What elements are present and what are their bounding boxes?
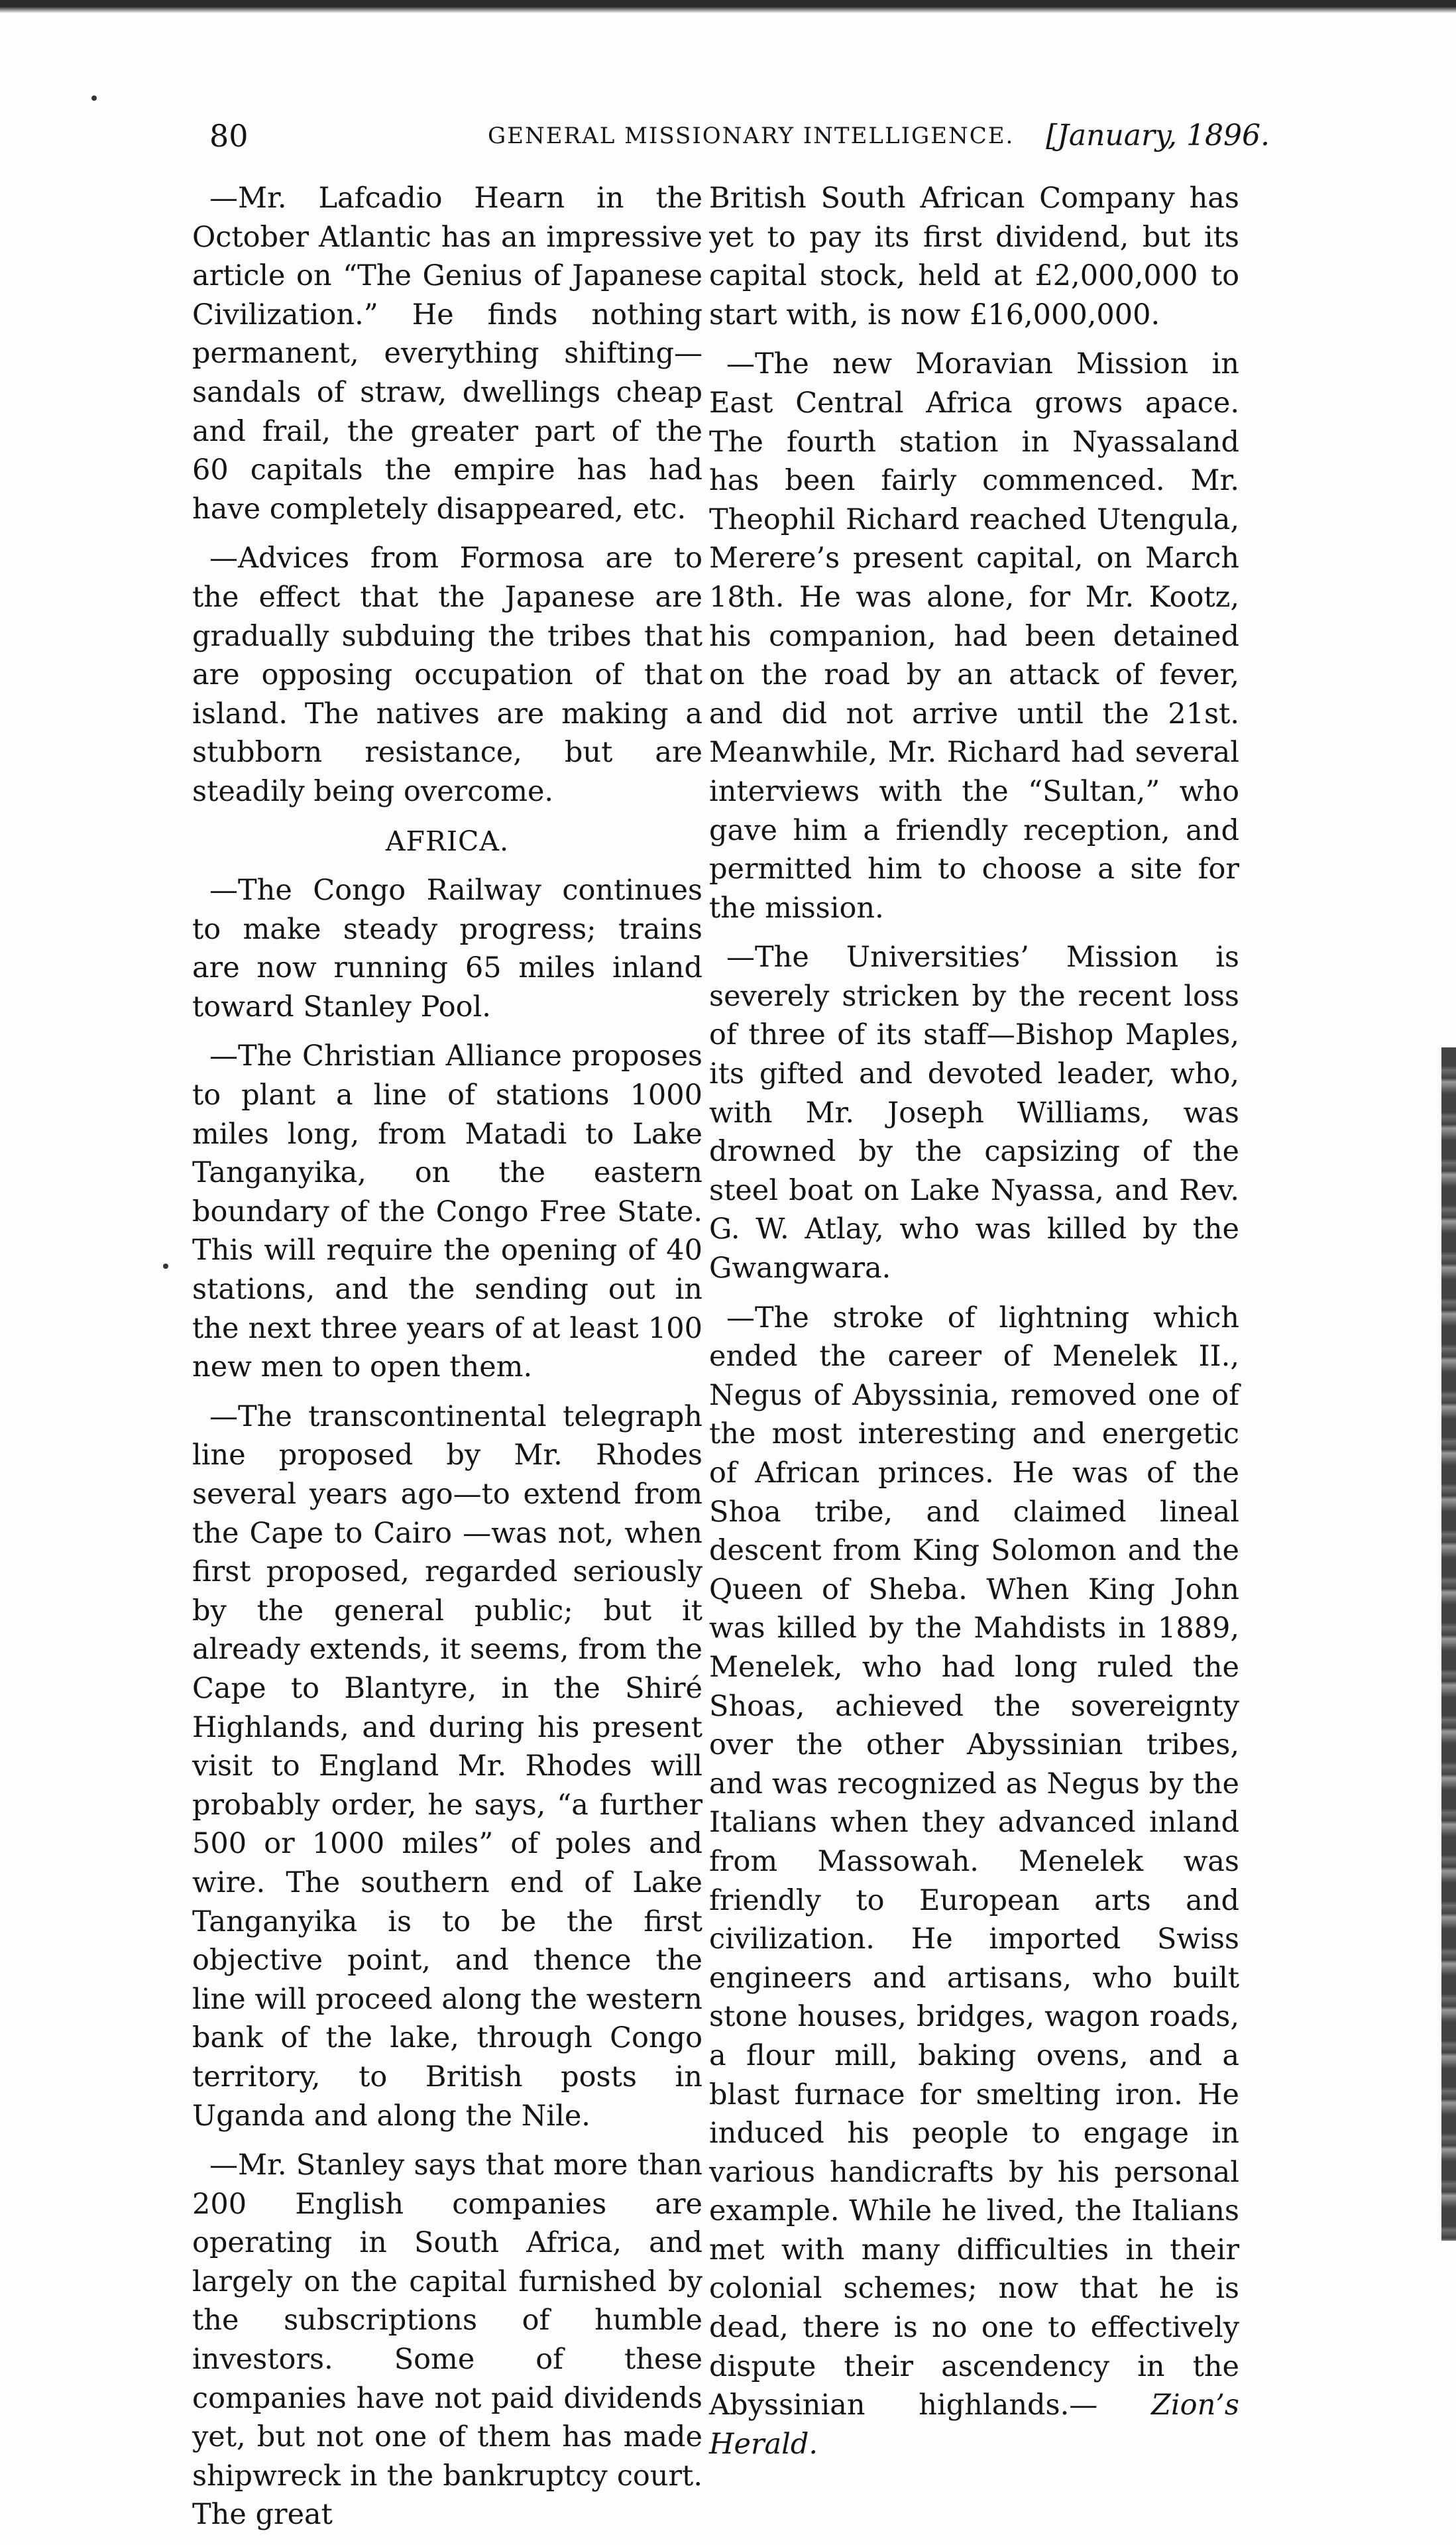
paragraph-lafcadio-hearn: —Mr. Lafcadio Hearn in the October Atlantic has an impressive article on “The Genius of Japanese Civilization.” He finds nothing permanent, everything shifting—sandals of straw, dwellings cheap and frail, the greater part of the 60 capitals the empire has had have completely disappeared, etc.	[192, 182, 702, 526]
issue-date: [January, 1896.	[1046, 119, 1270, 152]
stray-ink-mark	[163, 1264, 168, 1269]
paragraph-universities-mission: —The Universities’ Mission is severely stricken by the recent loss of three of its staff—Bishop Maples, its gifted and devoted leader, who, with Mr. Joseph Williams, was drowned by the capsizing of the steel boat on Lake Nyassa, and Rev. G. W. Atlay, who was killed by the Gwangwara.	[709, 941, 1239, 1285]
journal-title: GENERAL MISSIONARY INTELLIGENCE.	[488, 123, 1015, 149]
paragraph-congo-railway: —The Congo Railway continues to make steady progress; trains are now running 65 miles inland toward Stanley Pool.	[192, 874, 702, 1024]
section-heading-africa: AFRICA.	[385, 825, 510, 857]
source-credit: Zion’s Herald.	[709, 2389, 1239, 2461]
paragraph-continuation: British South African Company has yet to pay its first dividend, but its capital stock, held at £2,000,000 to start with, is now £16,000,000.	[709, 182, 1239, 331]
menelek-text: —The stroke of lightning which ended the career of Menelek II., Negus of Abyssinia, removed one of the most interesting and energetic of African princes. He was of the Shoa tribe, and claimed lineal descent from King Solomon and the Queen of Sheba. When King John was killed by the Mahdists in 1889, Menelek, who had long ruled the Shoas, achieved the sovereignty over the other Abyssinian tribes, and was recognized as Negus by the Italians when they advanced inland from Massowah. Menelek was friendly to European arts and civilization. He imported Swiss engineers and artisans, who built stone houses, bridges, wagon roads, a flour mill, baking ovens, and a blast furnace for smelting iron. He induced his people to engage in various handicrafts by his personal example. While he lived, the Italians met with many difficulties in their colonial schemes; now that he is dead, there is no one to effectively dispute their ascendency in the Abyssinian highlands.—	[709, 1301, 1239, 2422]
paragraph-formosa: —Advices from Formosa are to the effect that the Japanese are gradually subduing the tribes that are opposing occupation of that island. The natives are making a stubborn resistance, but are steadily being overcome.	[192, 542, 702, 808]
paragraph-menelek	[709, 1299, 1239, 2464]
paragraph-moravian-mission: —The new Moravian Mission in East Central Africa grows apace. The fourth station in Nyassaland has been fairly commenced. Mr. Theophil Richard reached Utengula, Merere’s present capital, on March 18th. He was alone, for Mr. Kootz, his companion, had been detained on the road by an attack of fever, and did not arrive until the 21st. Meanwhile, Mr. Richard had several interviews with the “Sultan,” who gave him a friendly reception, and permitted him to choose a site for the mission.	[709, 347, 1239, 925]
scan-edge-shadow	[1441, 1047, 1456, 2241]
paragraph-christian-alliance: —The Christian Alliance proposes to plant a line of stations 1000 miles long, from Matadi to Lake Tanganyika, on the eastern boundary of the Congo Free State. This will require the opening of 40 stations, and the sending out in the next three years of at least 100 new men to open them.	[192, 1039, 702, 1384]
left-column	[192, 179, 702, 2545]
paragraph-stanley-companies: —Mr. Stanley says that more than 200 English companies are operating in South Africa, and largely on the capital furnished by the subscriptions of humble investors. Some of these companies have not paid dividends yet, but not one of them has made shipwreck in the bankruptcy court. The great	[192, 2149, 702, 2532]
running-head	[209, 113, 1270, 159]
right-column	[709, 179, 1239, 2474]
page-number: 80	[209, 118, 249, 154]
top-scan-rule	[0, 0, 1456, 13]
paragraph-transcontinental-telegraph: —The transcontinental telegraph line proposed by Mr. Rhodes several years ago—to extend from the Cape to Cairo —was not, when first proposed, regarded seriously by the general public; but it already extends, it seems, from the Cape to Blantyre, in the Shiré Highlands, and during his present visit to England Mr. Rhodes will probably order, he says, “a further 500 or 1000 miles” of poles and wire. The southern end of Lake Tanganyika is to be the first objective point, and thence the line will proceed along the western bank of the lake, through Congo territory, to British posts in Uganda and along the Nile.	[192, 1399, 702, 2133]
stray-ink-mark	[91, 95, 97, 101]
